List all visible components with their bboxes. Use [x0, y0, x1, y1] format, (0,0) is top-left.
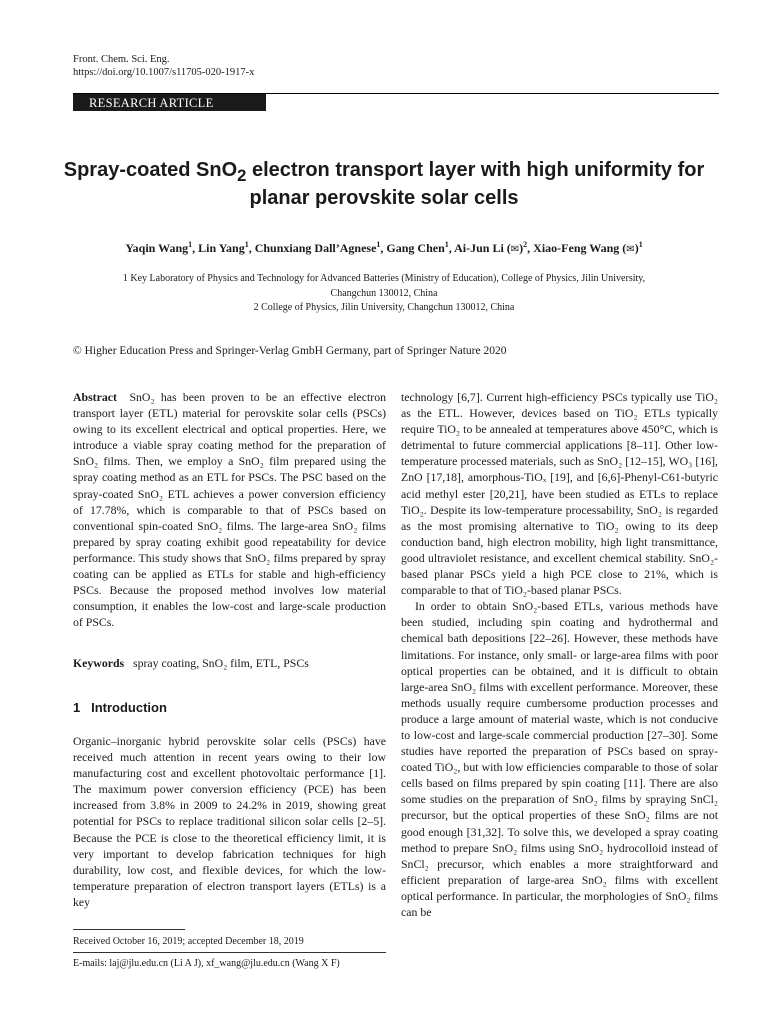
article-title: Spray-coated SnO$_2$ electron transport layer with high uniformity for planar perovskite solar cells [63, 159, 705, 209]
received-date: Received October 16, 2019; accepted December 18, 2019 [73, 936, 304, 947]
affiliation-1-line-1: 1 Key Laboratory of Physics and Technology for Advanced Batteries (Ministry of Education), College of Physics, Jilin University, [122, 273, 646, 284]
right-column [401, 389, 718, 920]
paragraph: Organic–inorganic hybrid perovskite solar cells (PSCs) have received much attention in recent years owing to their low manufacturing cost and excellent photovoltaic performance [1]. The maximum power conversion efficiency (PCE) has been increased from 3.8% in 2009 to 24.2% in 2019, showing great potential for PSCs to replace traditional silicon solar cells [2–5]. Because the PCE is close to the theoretical efficiency limit, it is very important to develop fabrication techniques for high durability, low cost, and flexible devices, for which the low-temperature preparation of electron transport layers (ETLs) is a key [73, 734, 386, 909]
paragraph: technology [6,7]. Current high-efficiency PSCs typically use TiO₂ as the ETL. However, devices based on TiO₂ ETLs typically require TiO₂ to be annealed at temperatures above 450°C, which is detrimental to future commercial applications [8–11]. Other low-temperature processed materials, such as SnO₂ [12–15], WO₃ [16], ZnO [17,18], amorphous-TiOₓ [19], and [6,6]-Phenyl-C61-butyric acid methyl ester [20,21], have been studied as ETLs to replace TiO₂. Despite its low-temperature processability, SnO₂ is regarded as the most promising alternative to TiO₂ owing to its deep conduction band, high electron mobility, high light transmittance, good ultraviolet resistance, and excellent chemical stability. SnO₂-based planar PSCs yield a high PCE close to 21%, which is comparable to that of TiO₂-based planar PSCs. [401, 390, 718, 598]
keywords-text: spray coating, SnO₂ film, ETL, PSCs [132, 656, 309, 670]
footnote-divider [73, 952, 386, 953]
envelope-icon[interactable]: ✉ [626, 244, 635, 255]
abstract-text: SnO₂ has been proven to be an effective electron transport layer (ETL) material for perovskite solar cells (PSCs) owing to its excellent electrical and optical properties. Here, we introduce a viable spray coating method for the preparation of SnO₂ films. Then, we employ a SnO₂ film prepared using the spray coating method as an ETL for PSCs. The PSC based on the spray-coated SnO₂ ETL achieves a power conversion efficiency of 17.78%, which is comparable to that of PSCs based on conventional spin-coated SnO₂ films. The large-area SnO₂ films prepared by spray coating exhibit good repeatability for device performance. This study shows that SnO₂ films prepared by spray coating can be applied as ETLs for stable and high-efficiency PSCs. Because the proposed method involves low material consumption, it enables the low-cost and large-scale production of PSCs. [73, 390, 386, 630]
author: Chunxiang Dall’Agnese$^1$ [254, 240, 381, 255]
envelope-icon[interactable]: ✉ [510, 244, 520, 255]
author: Yaqin Wang$^1$ [125, 240, 193, 255]
author-list: Yaqin Wang$^1$, Lin Yang$^1$, Chunxiang Dall’Agnese$^1$, Gang Chen$^1$, Ai-Jun Li (✉)$^2$, Xiao-Feng Wang (✉)$^1$ [125, 240, 643, 255]
article-type-label: RESEARCH ARTICLE [73, 94, 266, 111]
author: Xiao-Feng Wang (✉)$^1$ [533, 240, 643, 255]
abstract-label: Abstract [73, 390, 117, 404]
copyright-notice: © Higher Education Press and Springer-Verlag GmbH Germany, part of Springer Nature 2020 [73, 345, 507, 357]
affiliations [80, 272, 688, 316]
author: Ai-Jun Li (✉)$^2$ [454, 240, 528, 255]
corresponding-emails: E-mails: laj@jlu.edu.cn (Li A J), xf_wang@jlu.edu.cn (Wang X F) [73, 958, 340, 969]
introduction-body [73, 733, 386, 910]
author: Gang Chen$^1$ [386, 240, 449, 255]
affiliation-2: 2 College of Physics, Jilin University, Changchun 130012, China [253, 302, 515, 313]
section-heading-introduction: 1 Introduction [73, 700, 167, 715]
keywords-label: Keywords [73, 656, 125, 670]
journal-info [73, 53, 254, 79]
footnote-divider [73, 929, 185, 930]
article-type-bar [73, 93, 719, 113]
journal-name: Front. Chem. Sci. Eng. [73, 54, 170, 65]
paragraph: In order to obtain SnO₂-based ETLs, various methods have been studied, including spin coating and hydrothermal and chemical bath depositions [22–26]. However, these methods have limitations. For instance, only small- or large-area films with poor optical properties can be obtained, and it is difficult to obtain large-area SnO₂ films with excellent performance. Moreover, these methods usually require cumbersome production processes and produce a large amount of material waste, which is not conducive to low-cost and large-scale commercial production [27–30]. Some studies have reported the preparation of PSCs based on spray-coated TiO₂, but with low efficiencies comparable to those of solar cells based on films prepared by spin coating [11]. There are also some studies on the preparation of SnO₂ films by spraying SnCl₂ precursor, but the optical properties of these SnO₂ films are not good enough [31,32]. To solve this, we developed a spray coating method to prepare SnO₂ films using SnO₂ hydrocolloid instead of SnCl₂ precursor, which enables a more straightforward and efficient preparation of large-area SnO₂ films with excellent optical performance. In particular, the morphologies of SnO₂ films can be [401, 599, 718, 919]
affiliation-1-line-2: Changchun 130012, China [330, 287, 438, 299]
doi-link[interactable]: https://doi.org/10.1007/s11705-020-1917-x [73, 67, 255, 78]
abstract [73, 389, 386, 630]
author: Lin Yang$^1$ [198, 240, 249, 255]
keywords [73, 655, 386, 671]
